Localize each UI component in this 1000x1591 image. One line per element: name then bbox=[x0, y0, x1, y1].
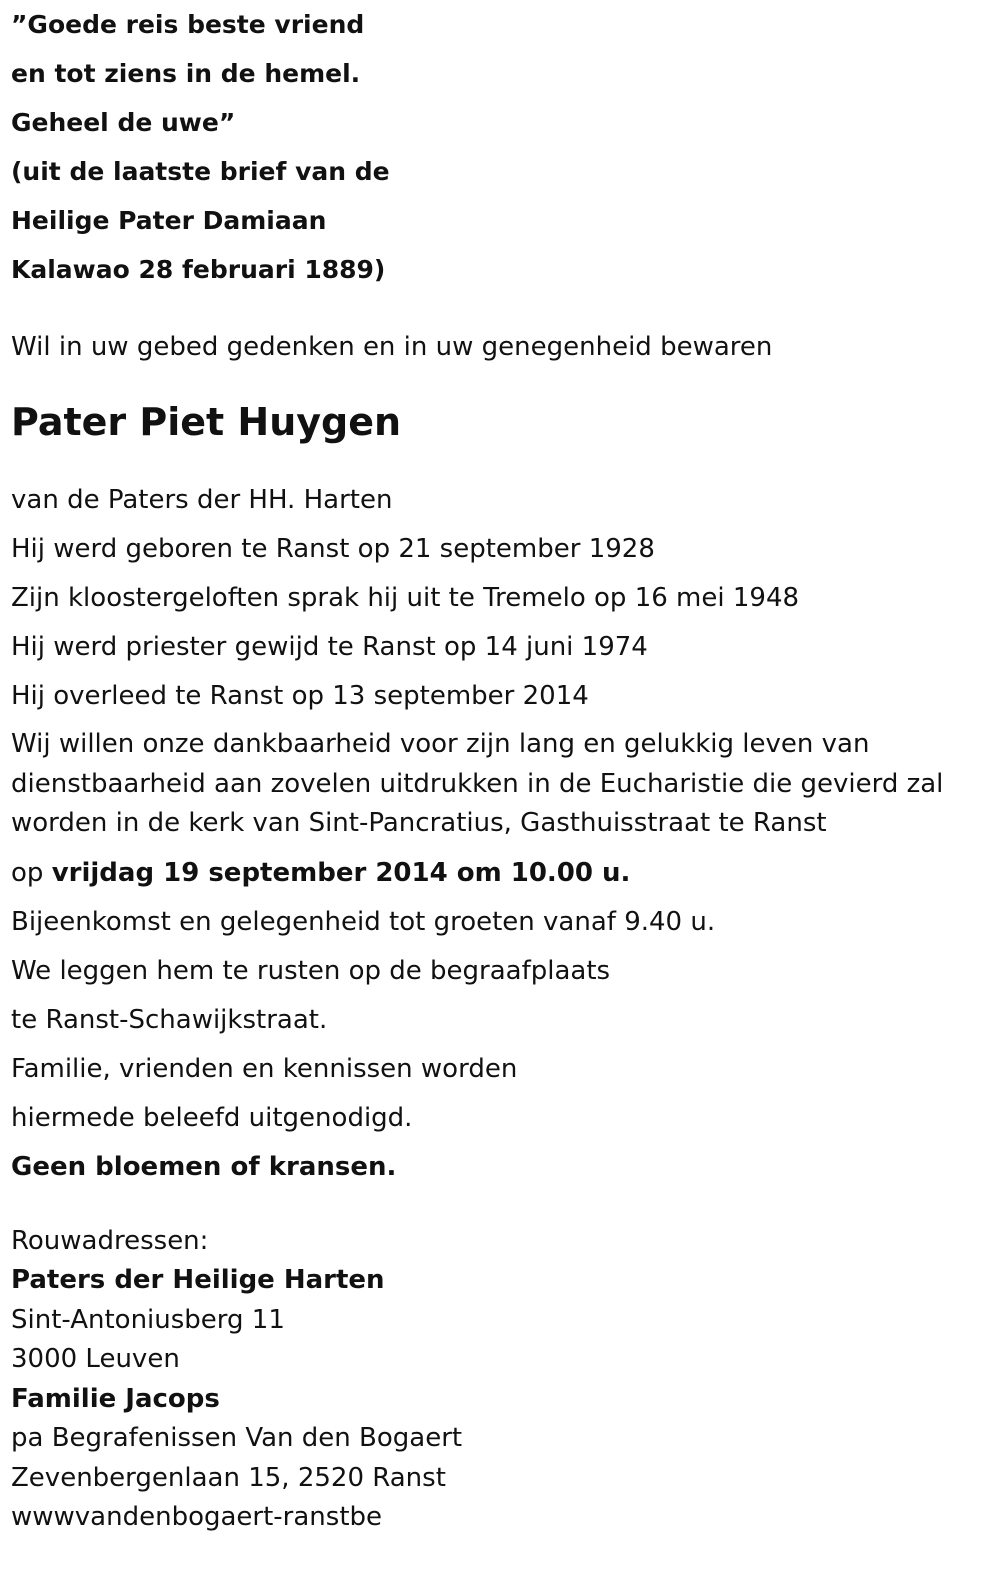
service-date: vrijdag 19 september 2014 om 10.00 u. bbox=[51, 857, 631, 888]
invitation-line-1: Familie, vrienden en kennissen worden bbox=[11, 1053, 518, 1084]
damien-quote bbox=[11, 0, 986, 294]
deceased-name: Pater Piet Huygen bbox=[11, 400, 402, 444]
quote-line: ”Goede reis beste vriend bbox=[11, 10, 365, 39]
remembrance-intro: Wil in uw gebed gedenken en in uw genegenheid bewaren bbox=[11, 332, 773, 362]
org-city: 3000 Leuven bbox=[11, 1344, 180, 1374]
burial-line-2: te Ranst-Schawijkstraat. bbox=[11, 1004, 328, 1035]
vows-line: Zijn kloostergeloften sprak hij uit te Tremelo op 16 mei 1948 bbox=[11, 583, 800, 613]
obituary-notice bbox=[11, 0, 986, 1538]
no-flowers-notice: Geen bloemen of kransen. bbox=[11, 1151, 397, 1182]
quote-line: Heilige Pater Damiaan bbox=[11, 206, 327, 235]
biography bbox=[11, 476, 986, 1192]
service-date-prefix: op bbox=[11, 857, 44, 888]
quote-line: Kalawao 28 februari 1889) bbox=[11, 255, 386, 284]
org-street: Sint-Antoniusberg 11 bbox=[11, 1304, 285, 1335]
gathering-line: Bijeenkomst en gelegenheid tot groeten vanaf 9.40 u. bbox=[11, 906, 716, 937]
org-name: Paters der Heilige Harten bbox=[11, 1265, 385, 1295]
condolence-addresses bbox=[11, 1222, 986, 1538]
ordination-line: Hij werd priester gewijd te Ranst op 14 juni 1974 bbox=[11, 632, 648, 662]
family-street: Zevenbergenlaan 15, 2520 Ranst bbox=[11, 1462, 446, 1493]
invitation-line-2: hiermede beleefd uitgenodigd. bbox=[11, 1102, 413, 1133]
service-date-line bbox=[11, 849, 986, 898]
website-link[interactable]: wwwvandenbogaert-ranstbe bbox=[11, 1502, 383, 1532]
quote-line: en tot ziens in de hemel. bbox=[11, 59, 361, 88]
family-care-of: pa Begrafenissen Van den Bogaert bbox=[11, 1423, 463, 1453]
birth-line: Hij werd geboren te Ranst op 21 september 1928 bbox=[11, 534, 655, 564]
congregation-line: van de Paters der HH. Harten bbox=[11, 485, 393, 515]
burial-line-1: We leggen hem te rusten op de begraafplaats bbox=[11, 955, 611, 986]
addresses-label: Rouwadressen: bbox=[11, 1225, 209, 1256]
death-line: Hij overleed te Ranst op 13 september 2014 bbox=[11, 681, 589, 711]
family-name: Familie Jacops bbox=[11, 1383, 220, 1414]
gratitude-paragraph: Wij willen onze dankbaarheid voor zijn lang en gelukkig leven van dienstbaarheid aan zovelen uitdrukken in de Eucharistie die gevierd zal worden in de kerk van Sint-Pancratius, Gasthuisstraat te Ranst bbox=[11, 729, 944, 838]
quote-line: (uit de laatste brief van de bbox=[11, 157, 390, 186]
quote-line: Geheel de uwe” bbox=[11, 108, 236, 137]
